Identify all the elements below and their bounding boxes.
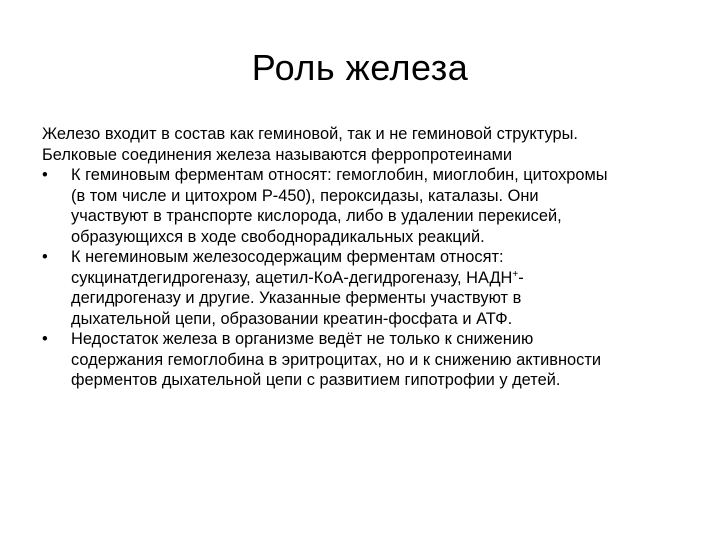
bullet-list xyxy=(42,165,692,391)
bullet-text-line: содержания гемоглобина в эритроцитах, но и к снижению активности xyxy=(71,350,601,369)
bullet-icon: • xyxy=(42,330,48,348)
bullet-text-line: дегидрогеназу и другие. Указанные ферменты участвуют в xyxy=(71,289,522,307)
bullet-text-line: К геминовым ферментам относят: гемоглобин, миоглобин, цитохромы xyxy=(71,166,608,184)
bullet-text-line: (в том числе и цитохром Р-450), пероксидазы, каталазы. Они xyxy=(71,186,539,205)
slide-title: Роль железа xyxy=(251,47,469,88)
bullet-text-line: Недостаток железа в организме ведёт не только к снижению xyxy=(71,330,534,348)
bullet-item-heme-enzymes xyxy=(42,165,692,247)
bullet-item-iron-deficiency xyxy=(42,329,692,391)
slide-body xyxy=(42,124,692,391)
bullet-item-non-heme-enzymes xyxy=(42,247,692,329)
bullet-icon: • xyxy=(42,248,48,266)
bullet-text-line xyxy=(71,268,692,289)
bullet-text-line: участвуют в транспорте кислорода, либо в удалении перекисей, xyxy=(71,207,562,225)
bullet-text-line: дыхательной цепи, образовании креатин-фосфата и АТФ. xyxy=(71,309,513,328)
bullet-text-line: образующихся в ходе свободнорадикальных реакций. xyxy=(71,227,485,246)
intro-line-1: Железо входит в состав как геминовой, так и не геминовой структуры. xyxy=(42,125,578,143)
intro-line-2: Белковые соединения железа называются ферропротеинами xyxy=(42,145,513,164)
bullet-text-fragment: сукцинатдегидрогеназу, ацетил-КоА-дегидрогеназу, НАДН xyxy=(71,268,513,287)
bullet-text-line: К негеминовым железосодержацим ферментам относят: xyxy=(71,248,504,266)
bullet-text-fragment: - xyxy=(518,268,524,287)
superscript-plus: + xyxy=(512,268,519,280)
bullet-text-line: ферментов дыхательной цепи с развитием гипотрофии у детей. xyxy=(71,371,561,389)
bullet-icon: • xyxy=(42,166,48,184)
